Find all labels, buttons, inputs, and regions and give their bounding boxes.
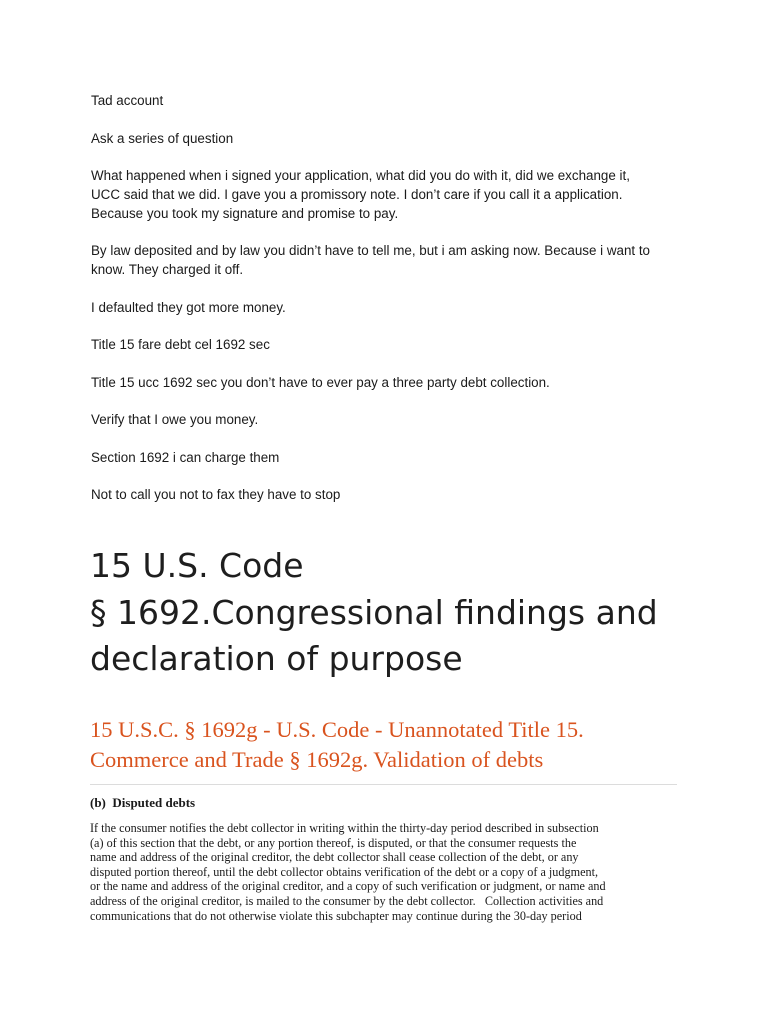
note-line: Title 15 ucc 1692 sec you don’t have to ever pay a three party debt collection.	[91, 375, 550, 390]
note-line: Section 1692 i can charge them	[91, 450, 280, 465]
section-body: If the consumer notifies the debt collector in writing within the thirty-day period described in subsection (a) of this section that the debt, or any portion thereof, is disputed, or that the consumer requests the name and address of the original creditor, the debt collector shall cease collection of the debt, or any disputed portion thereof, until the debt collector obtains verification of the debt or a copy of a judgment, or the name and address of the original creditor, and a copy of such verification or judgment, or name and address of the original creditor, is mailed to the consumer by the debt collector. Collection activities and communications that do not otherwise violate this subchapter may continue during the 30-day period	[90, 821, 606, 923]
note-line: Title 15 fare debt cel 1692 sec	[91, 337, 270, 352]
page-title: 15 U.S. Code § 1692.Congressional findings and declaration of purpose	[90, 546, 658, 678]
divider	[90, 784, 677, 785]
note-line: Tad account	[91, 93, 164, 108]
note-line: Not to call you not to fax they have to stop	[91, 487, 341, 502]
statute-heading: 15 U.S.C. § 1692g - U.S. Code - Unannotated Title 15. Commerce and Trade § 1692g. Validation of debts	[90, 717, 584, 772]
section-subheading: (b) Disputed debts	[90, 795, 196, 810]
note-paragraph: What happened when i signed your application, what did you do with it, did we exchange it, UCC said that we did. I gave you a promissory note. I don’t care if you call it a application. Because you took my signature and promise to pay.	[91, 168, 630, 221]
note-line: Ask a series of question	[91, 131, 234, 146]
note-paragraph: By law deposited and by law you didn’t have to tell me, but i am asking now. Because i want to know. They charged it off.	[91, 243, 651, 277]
note-line: Verify that I owe you money.	[91, 412, 259, 427]
note-line: I defaulted they got more money.	[91, 300, 286, 315]
